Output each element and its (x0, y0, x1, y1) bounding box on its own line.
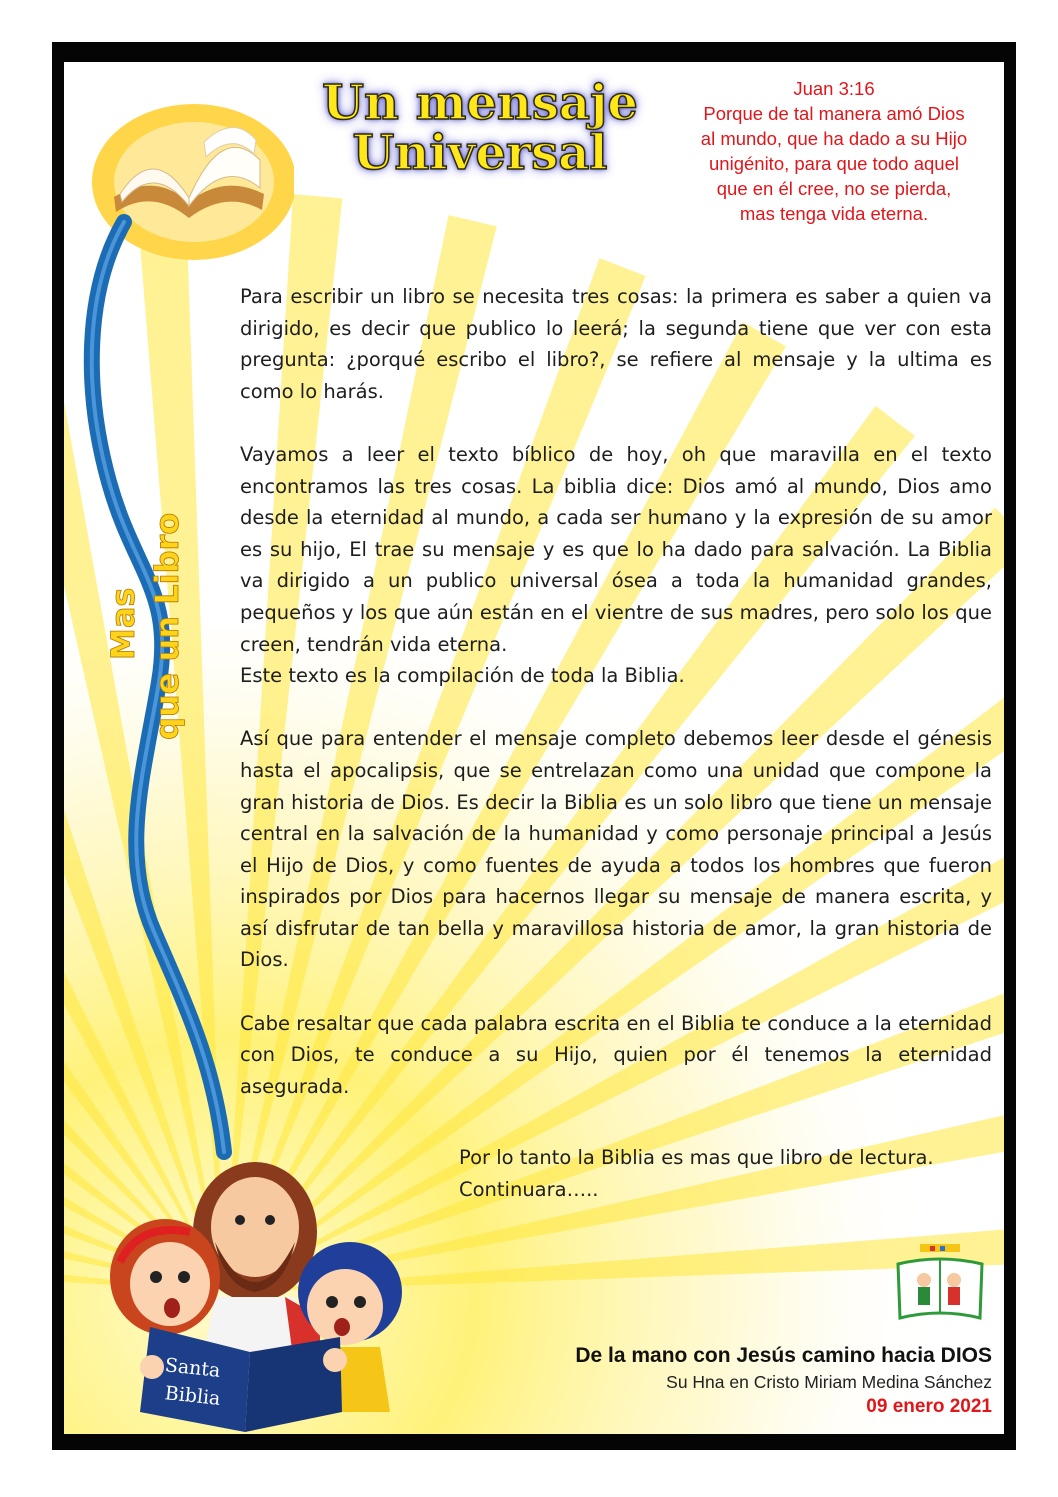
footer-author: Su Hna en Cristo Miriam Medina Sánchez (666, 1372, 992, 1392)
bible-cover-line2: Biblia (163, 1382, 222, 1410)
bible-cover-line1: Santa (163, 1354, 222, 1382)
children-reading-illustration (80, 1112, 420, 1434)
verse-reference: Juan 3:16 (793, 78, 875, 99)
bible-verse (684, 76, 984, 226)
paragraph-3: Así que para entender el mensaje completo debemos leer desde el génesis hasta el apocalipsis, que se entrelazan como una unidad que compone la gran historia de Dios. Es decir la Biblia es un solo libro que tiene un mensaje central en la salvación de la humanidad y como personaje principal a Jesús el Hijo de Dios, y como fuentes de ayuda a todos los hombres que fueron inspirados por Dios para hacernos llegar su mensaje de manera escrita, y así disfrutar de tan bella y maravillosa historia de amor, la gran historia de Dios. (240, 727, 992, 972)
paragraph-2: Vayamos a leer el texto bíblico de hoy, oh que maravilla en el texto encontramos las tres cosas. La biblia dice: Dios amó al mundo, Dios amo desde la eternidad al mundo, a cada ser humano y la expresión de su amor es su hijo, El trae su mensaje y es que lo ha dado para salvación. La Biblia va dirigido a un publico universal ósea a toda la humanidad grandes, pequeños y los que aún están en el vientre de sus madres, pero solo los que creen, tendrán vida eterna. (240, 442, 992, 656)
footer-date: 09 enero 2021 (866, 1396, 992, 1417)
page-title (310, 75, 650, 181)
footer (575, 1342, 992, 1420)
title-line1: Un mensaje (322, 75, 638, 131)
paragraph-2-closing: Este texto es la compilación de toda la Biblia. (240, 664, 685, 688)
verse-line: mas tenga vida eterna. (739, 203, 929, 224)
ribbon-text (86, 500, 196, 760)
article-body (240, 281, 992, 1102)
ministry-logo (890, 1234, 990, 1324)
verse-line: unigénito, para que todo aquel (709, 153, 959, 174)
ribbon-line1: Mas (104, 587, 142, 660)
continue-line: Continuara….. (459, 1178, 599, 1201)
closing-line: Por lo tanto la Biblia es mas que libro de lectura. (459, 1146, 934, 1169)
paragraph-1: Para escribir un libro se necesita tres cosas: la primera es saber a quien va dirigido, es decir que publico lo leerá; la segunda tiene que ver con esta pregunta: ¿porqué escribo el libro?, se refiere al mensaje y la ultima es como lo harás. (240, 285, 992, 403)
ribbon-line2: que un Libro (148, 512, 186, 740)
verse-line: Porque de tal manera amó Dios (703, 103, 965, 124)
paragraph-4: Cabe resaltar que cada palabra escrita en el Biblia te conduce a la eternidad con Dios, te conduce a su Hijo, quien por él tenemos la eternidad asegurada. (240, 1011, 992, 1098)
verse-line: al mundo, que ha dado a su Hijo (700, 128, 968, 149)
verse-line: que en él cree, no se pierda, (716, 178, 952, 199)
closing-text (459, 1142, 979, 1206)
page (64, 62, 1004, 1434)
title-line2: Universal (352, 125, 608, 181)
footer-motto: De la mano con Jesús camino hacia DIOS (575, 1344, 992, 1367)
